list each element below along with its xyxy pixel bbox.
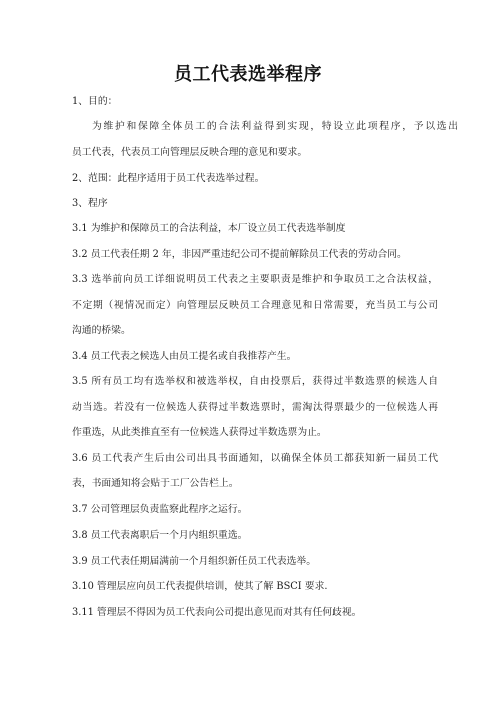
clause-3-2: 3.2 员工代表任期 2 年，非因严重违纪公司不提前解除员工代表的劳动合同。 bbox=[72, 249, 407, 260]
document-title: 员工代表选举程序 bbox=[174, 64, 322, 85]
clause-3-8: 3.8 员工代表离职后一个月内组织重选。 bbox=[72, 530, 248, 541]
clause-3-5-line-3: 作重选，从此类推直至有一位候选人获得过半数选票为止。 bbox=[72, 427, 327, 438]
clause-3-3-line-1: 3.3 选举前向员工详细说明员工代表之主要职责是维护和争取员工之合法权益， bbox=[72, 274, 438, 285]
section-2-scope: 2、范围：此程序适用于员工代表选举过程。 bbox=[72, 173, 265, 184]
section-3-heading: 3、程序 bbox=[72, 198, 108, 209]
clause-3-6-line-2: 表，书面通知将会贴于工厂公告栏上。 bbox=[72, 478, 239, 489]
clause-3-3-line-3: 沟通的桥梁。 bbox=[72, 325, 131, 336]
purpose-text-line-2: 员工代表，代表员工向管理层反映合理的意见和要求。 bbox=[72, 147, 308, 158]
clause-3-6-line-1: 3.6 员工代表产生后由公司出具书面通知，以确保全体员工都获知新一届员工代 bbox=[72, 453, 438, 464]
clause-3-10: 3.10 管理层应向员工代表提供培训，使其了解 BSCI 要求. bbox=[72, 581, 328, 592]
clause-3-4: 3.4 员工代表之候选人由员工提名或自我推荐产生。 bbox=[72, 351, 297, 362]
clause-3-5-line-1: 3.5 所有员工均有选举权和被选举权，自由投票后，获得过半数选票的候选人自 bbox=[72, 376, 438, 387]
section-1-heading: 1、目的： bbox=[72, 96, 118, 107]
clause-3-1: 3.1 为维护和保障员工的合法利益，本厂设立员工代表选举制度 bbox=[72, 223, 346, 234]
purpose-text-line-1: 为维护和保障全体员工的合法利益得到实现，特设立此项程序，予以选出 bbox=[92, 121, 458, 132]
clause-3-9: 3.9 员工代表任期届满前一个月组织新任员工代表选举。 bbox=[72, 556, 317, 567]
clause-3-5-line-2: 动当选。若没有一位候选人获得过半数选票时，需淘汰得票最少的一位候选人再 bbox=[72, 402, 438, 413]
clause-3-11: 3.11 管理层不得因为员工代表向公司提出意见而对其有任何歧视。 bbox=[72, 607, 362, 618]
clause-3-3-line-2: 不定期（视情况而定）向管理层反映员工合理意见和日常需要，充当员工与公司 bbox=[72, 300, 438, 311]
clause-3-7: 3.7 公司管理层负责监察此程序之运行。 bbox=[72, 504, 248, 515]
